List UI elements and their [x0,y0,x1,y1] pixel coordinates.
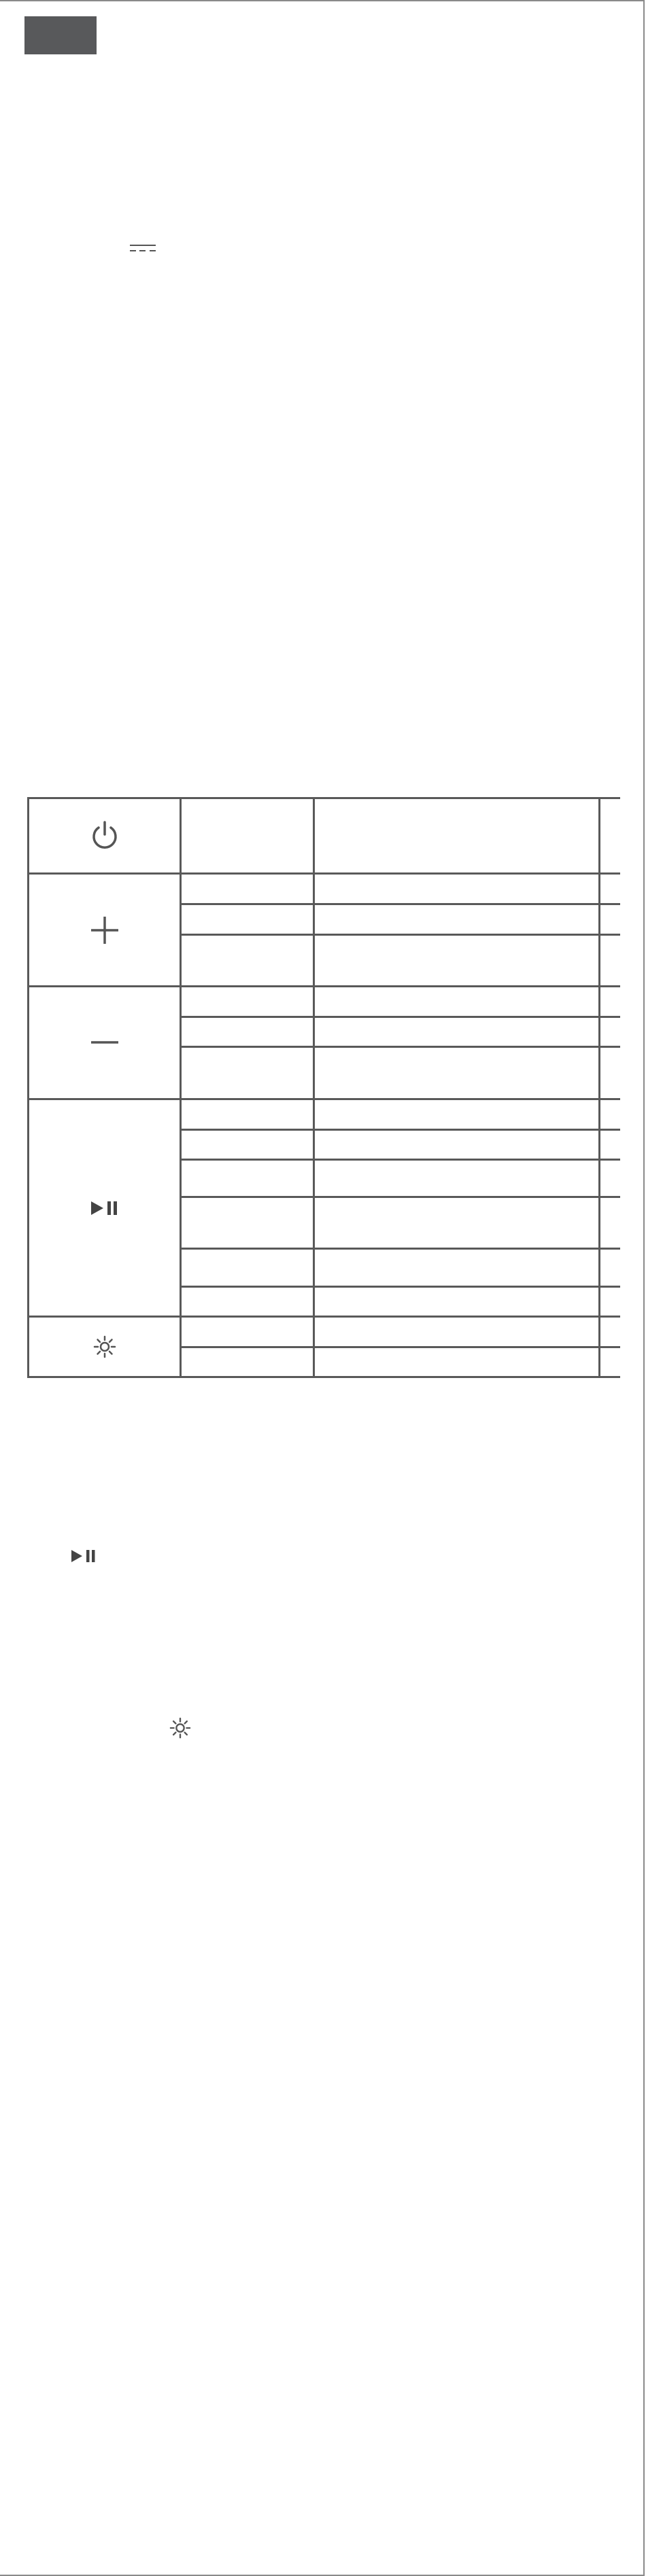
extra-cell [600,1249,620,1287]
table-row [29,1099,620,1130]
function-cell [314,1130,600,1160]
function-cell [314,1017,600,1047]
operation-cell [181,874,314,904]
extra-cell [600,1317,620,1347]
function-cell [314,874,600,904]
function-cell [314,935,600,987]
power-icon [90,819,120,852]
play-pause-icon [90,1201,119,1216]
control-table [27,797,620,1378]
table-row [29,1317,620,1347]
operation-cell [181,1130,314,1160]
operation-cell [181,1160,314,1197]
extra-cell [600,874,620,904]
function-cell [314,1197,600,1249]
extra-cell [600,1287,620,1317]
extra-cell [600,1160,620,1197]
function-cell [314,1047,600,1099]
plus-icon [88,914,121,947]
table-row [29,798,620,874]
function-cell [314,904,600,935]
light-icon [169,1717,191,1739]
function-cell [314,1160,600,1197]
function-cell [314,1099,600,1130]
extra-cell [600,1099,620,1130]
function-cell [314,1287,600,1317]
function-cell [314,798,600,874]
operation-cell [181,1197,314,1249]
power-button-cell [29,798,181,874]
light-icon [93,1335,116,1358]
extra-cell [600,1197,620,1249]
operation-cell [181,1017,314,1047]
operation-cell [181,1317,314,1347]
extra-cell [600,935,620,987]
function-cell [314,987,600,1017]
light-button-cell [29,1317,181,1377]
extra-cell [600,1017,620,1047]
function-cell [314,1347,600,1377]
operation-cell [181,798,314,874]
play-pause-icon [71,1549,97,1563]
operation-cell [181,987,314,1017]
table-row [29,987,620,1017]
extra-cell [600,904,620,935]
play-pause-button-cell [29,1099,181,1317]
operation-cell [181,935,314,987]
extra-cell [600,1347,620,1377]
extra-cell [600,987,620,1017]
extra-cell [600,1047,620,1099]
table-row [29,874,620,904]
plus-button-cell [29,874,181,987]
minus-button-cell [29,987,181,1099]
extra-cell [600,1130,620,1160]
operation-cell [181,1249,314,1287]
operation-cell [181,1287,314,1317]
function-cell [314,1317,600,1347]
operation-cell [181,904,314,935]
direct-current-icon [130,243,156,254]
operation-cell [181,1099,314,1130]
function-cell [314,1249,600,1287]
operation-cell [181,1047,314,1099]
header-tab [24,16,97,54]
operation-cell [181,1347,314,1377]
extra-cell [600,798,620,874]
minus-icon [88,1038,121,1046]
